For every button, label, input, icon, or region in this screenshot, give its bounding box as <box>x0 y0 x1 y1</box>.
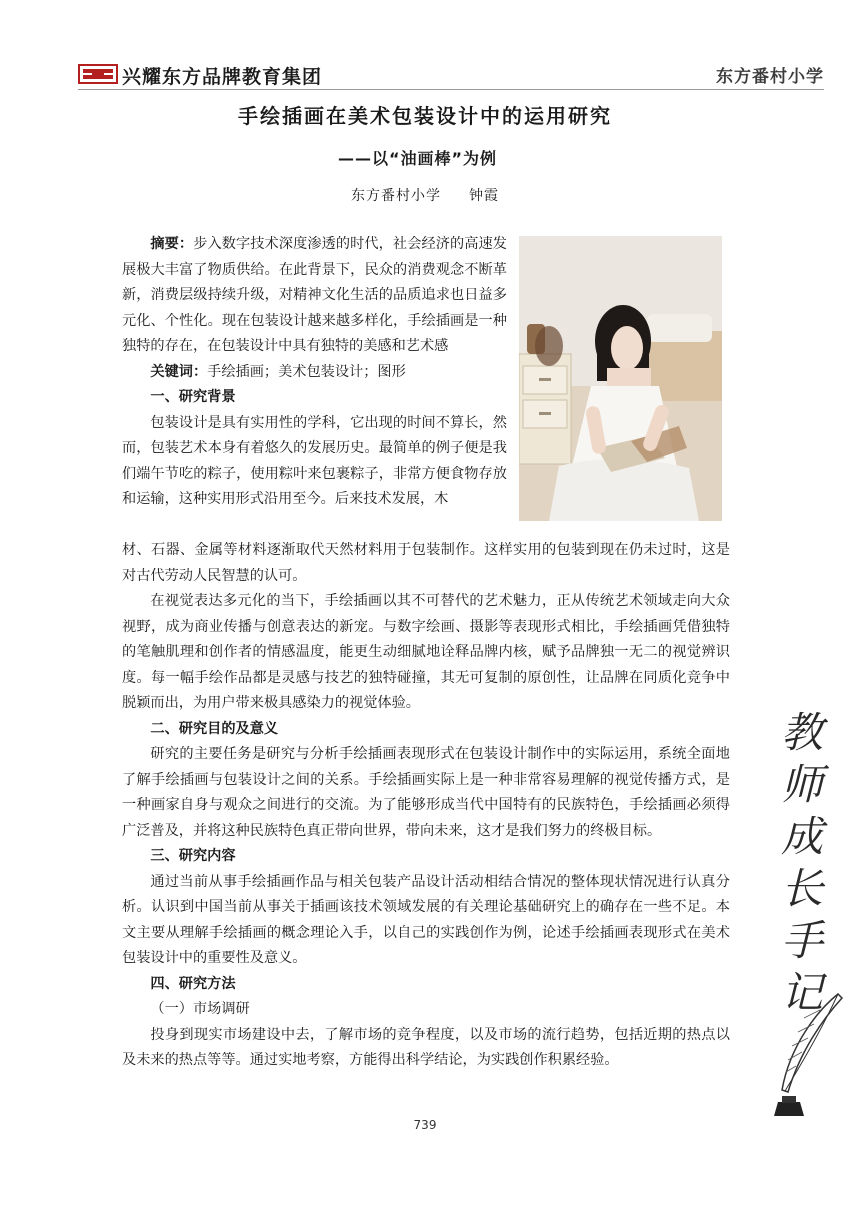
abstract-text: 步入数字技术深度渗透的时代，社会经济的高速发展极大丰富了物质供给。在此背景下，民众的消费观念不断革新，消费层级持续升级，对精神文化生活的品质追求也日益多元化、个性化。现在包装设计越来越多样化，手绘插画是一种独特的存在，在包装设计中具有独特的美感和艺术感 <box>122 236 507 354</box>
org-name: 兴耀东方品牌教育集团 <box>122 66 323 88</box>
quill-icon <box>760 990 850 1125</box>
section1-heading: 一、研究背景 <box>150 389 236 405</box>
abstract-block <box>122 232 507 513</box>
article-subtitle: ——以“油画棒”为例 <box>338 149 498 168</box>
side-char-3: 成 <box>780 812 823 861</box>
side-char-1: 教 <box>780 708 823 757</box>
section2-heading: 二、研究目的及意义 <box>150 720 279 737</box>
section4-subheading1: （一）市场调研 <box>150 1001 250 1017</box>
section2-paragraph1: 研究的主要任务是研究与分析手绘插画表现形式在包装设计制作中的实际运用，系统全面地了解手绘插画与包装设计之间的关系。手绘插画实际上是一种非常容易理解的视觉传播方式，是一种画家自身与观众之间进行的交流。为了能够形成当代中国特有的民族特色，手绘插画必须得广泛普及，并将这种民族特色真正带向世界，带向未来，这才是我们努力的终极目标。 <box>122 746 730 839</box>
body-block <box>122 538 730 1074</box>
school-name: 东方番村小学 <box>716 67 824 87</box>
abstract-label: 摘要： <box>150 236 194 252</box>
side-decoration <box>760 700 850 1130</box>
author-name: 钟霞 <box>469 188 499 204</box>
article-title: 手绘插画在美术包装设计中的运用研究 <box>238 104 612 128</box>
side-char-5: 手 <box>780 916 823 965</box>
page-header <box>0 0 850 100</box>
author-photo-illustration <box>519 236 722 521</box>
section4-heading: 四、研究方法 <box>150 975 236 992</box>
section3-heading: 三、研究内容 <box>150 848 236 864</box>
section1-paragraph1-part2: 材、石器、金属等材料逐渐取代天然材料用于包装制作。这样实用的包装到现在仍未过时，这是对古代劳动人民智慧的认可。 <box>122 542 730 584</box>
section3-paragraph1: 通过当前从事手绘插画作品与相关包装产品设计活动相结合情况的整体现状情况进行认真分析。认识到中国当前从事关于插画该技术领域发展的有关理论基础研究上的确存在一些不足。本文主要从理解手绘插画的概念理论入手，以自己的实践创作为例，论述手绘插画表现形式在美术包装设计中的重要性及意义。 <box>122 873 730 966</box>
page-number: 739 <box>413 1118 437 1132</box>
keywords-label: 关键词： <box>150 363 208 380</box>
author-school: 东方番村小学 <box>351 188 441 204</box>
section1-paragraph1-part1: 包装设计是具有实用性的学科，它出现的时间不算长，然而，包装艺术本身有着悠久的发展历史。最简单的例子便是我们端午节吃的粽子，使用粽叶来包裹粽子，非常方便食物存放和运输，这种实用形式沿用至今。后来技术发展，木 <box>122 414 507 507</box>
side-char-4: 长 <box>780 864 823 913</box>
group-logo <box>78 64 118 84</box>
keywords-paragraph <box>122 360 507 386</box>
side-char-6: 记 <box>780 968 823 1017</box>
keywords-text: 手绘插画；美术包装设计；图形 <box>207 363 406 380</box>
article-author <box>0 185 850 205</box>
side-char-2: 师 <box>780 760 823 809</box>
header-divider <box>78 89 824 90</box>
section4-paragraph1: 投身到现实市场建设中去，了解市场的竞争程度，以及市场的流行趋势，包括近期的热点以及未来的热点等等。通过实地考察，方能得出科学结论，为实践创作积累经验。 <box>122 1026 730 1068</box>
section1-paragraph2: 在视觉表达多元化的当下，手绘插画以其不可替代的艺术魅力，正从传统艺术领域走向大众视野，成为商业传播与创意表达的新宠。与数字绘画、摄影等表现形式相比，手绘插画凭借独特的笔触肌理和创作者的情感温度，能更生动细腻地诠释品牌内核，赋予品牌独一无二的视觉辨识度。每一幅手绘作品都是灵感与技艺的独特碰撞，其无可复制的原创性，让品牌在同质化竞争中脱颖而出，为用户带来极具感染力的视觉体验。 <box>122 593 730 711</box>
author-photo <box>519 236 722 521</box>
abstract-paragraph <box>122 232 507 360</box>
